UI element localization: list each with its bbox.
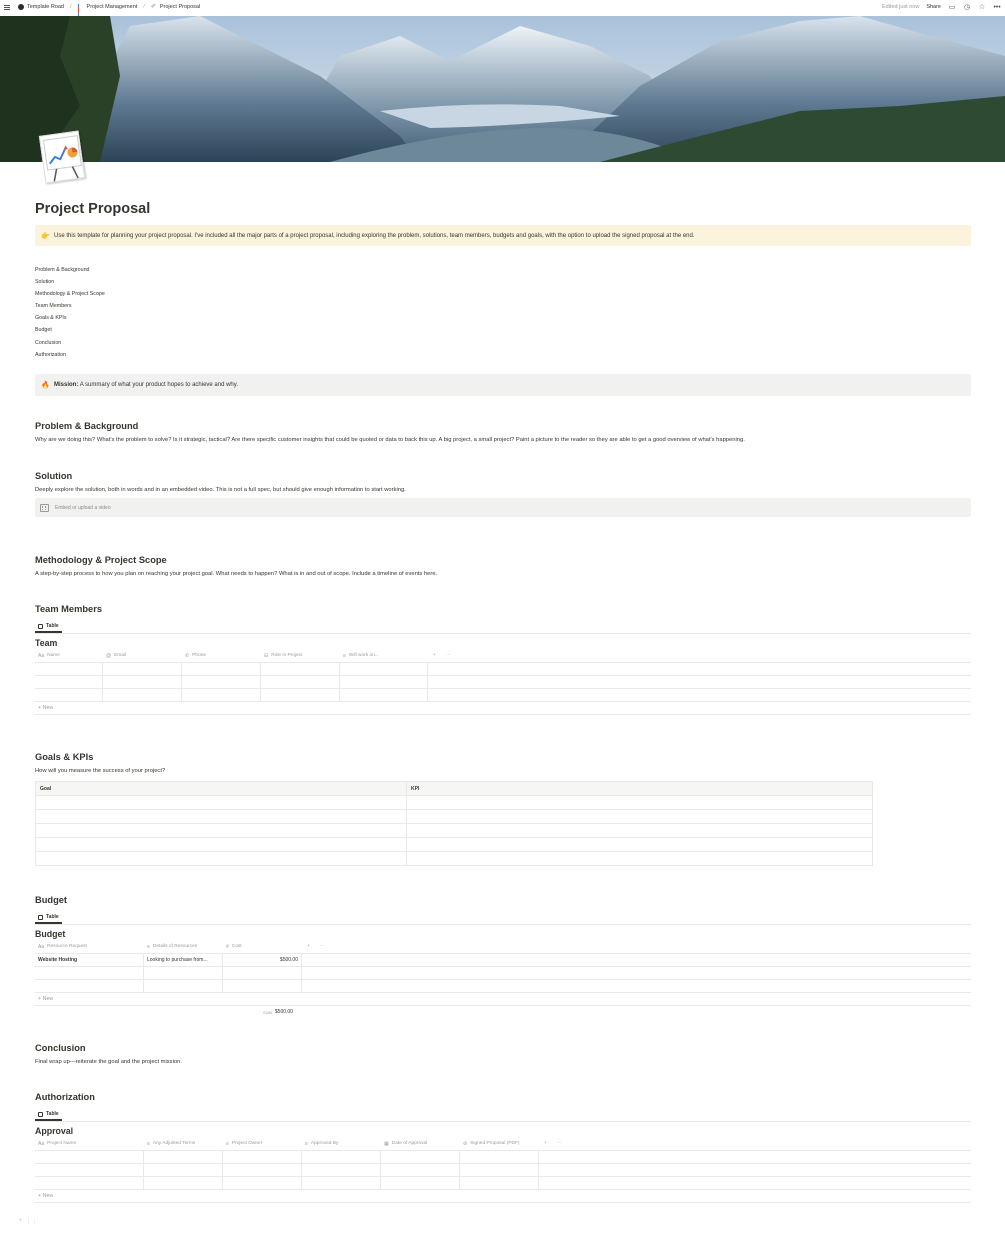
top-bar xyxy=(0,0,1005,14)
plus-icon: + xyxy=(38,1193,41,1199)
new-row-label: New xyxy=(42,996,53,1002)
table-row[interactable] xyxy=(36,838,873,852)
column-approved-by-label: Approved By xyxy=(310,1141,339,1146)
table-cell[interactable] xyxy=(182,663,261,675)
column-phone[interactable] xyxy=(182,649,261,662)
table-cell[interactable] xyxy=(36,810,407,824)
toc-item-team[interactable]: Team Members xyxy=(35,303,72,310)
team-new-row-button[interactable] xyxy=(35,702,971,715)
heading-budget[interactable]: Budget xyxy=(35,895,68,905)
goals-header-row xyxy=(36,782,873,796)
page-title[interactable]: Project Proposal xyxy=(35,201,151,217)
column-adjusted-terms-label: Any Adjusted Terms xyxy=(152,1141,196,1146)
column-more-icon[interactable]: ··· xyxy=(319,944,325,949)
star-icon[interactable]: ☆ xyxy=(978,4,986,11)
solution-text[interactable]: Deeply explore the solution, both in words and in an embedded video. This is not a full spec, but should give enough information to start working. xyxy=(35,487,406,493)
table-cell[interactable] xyxy=(35,676,103,688)
table-row[interactable] xyxy=(36,810,873,824)
view-divider xyxy=(35,633,971,634)
table-row[interactable] xyxy=(35,954,971,967)
table-cell[interactable] xyxy=(381,1177,460,1189)
approval-new-row-button[interactable] xyxy=(35,1190,971,1203)
column-signed-proposal-label: Signed Proposal (PDF) xyxy=(470,1141,520,1146)
column-will-work-on[interactable] xyxy=(340,649,428,662)
text-lines-icon: ≡ xyxy=(343,652,346,659)
toc-item-methodology[interactable]: Methodology & Project Scope xyxy=(35,291,105,298)
table-cell[interactable] xyxy=(460,1151,539,1163)
table-cell[interactable] xyxy=(261,689,340,701)
mission-label: Mission: xyxy=(54,382,79,388)
table-cell[interactable] xyxy=(103,689,182,701)
conclusion-text[interactable]: Final wrap up—reiterate the goal and the project mission. xyxy=(35,1059,182,1065)
toc-item-budget[interactable]: Budget xyxy=(35,327,52,334)
column-details-label: Details of Resources xyxy=(152,944,198,949)
toc-item-goals[interactable]: Goals & KPIs xyxy=(35,315,67,322)
at-icon: @ xyxy=(106,652,112,659)
column-goal[interactable]: Goal xyxy=(36,782,407,796)
add-column-icon[interactable]: + xyxy=(433,653,436,658)
column-name[interactable] xyxy=(35,649,103,662)
add-column-icon[interactable]: + xyxy=(544,1141,547,1146)
table-cell[interactable] xyxy=(340,663,428,675)
table-cell[interactable] xyxy=(35,663,103,675)
new-row-label: New xyxy=(42,705,53,711)
film-icon xyxy=(40,504,49,512)
budget-table-header xyxy=(35,940,971,954)
column-date-of-approval[interactable] xyxy=(381,1137,460,1150)
column-project-name[interactable] xyxy=(35,1137,144,1150)
table-cell[interactable] xyxy=(35,1164,144,1176)
breadcrumb-item-project-management[interactable]: Project Management xyxy=(86,4,138,10)
table-cell[interactable] xyxy=(182,689,261,701)
team-view-label: Table xyxy=(46,623,59,629)
view-divider xyxy=(35,1121,971,1122)
text-lines-icon: ≡ xyxy=(305,1140,308,1147)
table-cell[interactable] xyxy=(35,1151,144,1163)
column-phone-label: Phone xyxy=(192,653,207,658)
resource-cell[interactable]: Website Hosting xyxy=(35,954,144,966)
phone-icon: ✆ xyxy=(185,652,190,659)
sum-value: $500.00 xyxy=(274,1009,293,1015)
authorization-view-label: Table xyxy=(46,1111,59,1117)
pointing-hand-icon: 👉 xyxy=(41,232,50,240)
heading-problem[interactable]: Problem & Background xyxy=(35,421,139,431)
table-cell[interactable] xyxy=(36,852,407,866)
table-row[interactable] xyxy=(35,967,971,980)
toc-item-authorization[interactable]: Authorization xyxy=(35,351,66,358)
text-lines-icon: ≡ xyxy=(147,1140,150,1147)
menu-icon[interactable] xyxy=(4,3,12,11)
table-cell[interactable] xyxy=(223,1164,302,1176)
budget-view-label: Table xyxy=(46,914,59,920)
goals-text[interactable]: How will you measure the success of your project? xyxy=(35,768,166,774)
table-row[interactable] xyxy=(35,1177,971,1190)
proposal-icon: ✐ xyxy=(150,4,156,10)
table-cell[interactable] xyxy=(381,1151,460,1163)
column-will-work-on-label: Will work on... xyxy=(348,653,379,658)
toc-item-problem[interactable]: Problem & Background xyxy=(35,267,90,273)
more-icon[interactable]: ••• xyxy=(993,3,1001,11)
share-button[interactable]: Share xyxy=(926,4,941,10)
table-cell[interactable] xyxy=(35,980,144,992)
details-cell[interactable]: Looking to purchase from... xyxy=(144,954,223,966)
column-name-label: Name xyxy=(47,653,60,658)
table-cell[interactable] xyxy=(340,676,428,688)
table-cell[interactable] xyxy=(302,1151,381,1163)
number-property-icon: # xyxy=(226,943,229,950)
table-cell[interactable] xyxy=(302,1177,381,1189)
table-cell[interactable] xyxy=(182,676,261,688)
column-signed-proposal[interactable] xyxy=(460,1137,539,1150)
table-cell[interactable] xyxy=(144,980,223,992)
table-cell[interactable] xyxy=(261,676,340,688)
table-row[interactable] xyxy=(36,852,873,866)
column-more-icon[interactable]: ··· xyxy=(556,1141,562,1146)
breadcrumb-separator: / xyxy=(143,4,145,10)
intro-callout-text: Use this template for planning your project proposal. I've included all the major parts of a project proposal, including exploring the problem, solutions, team members, budgets and goals, with the option to upload the signed proposal at the end. xyxy=(54,232,695,239)
column-email-label: Email xyxy=(114,653,127,658)
approval-table-header xyxy=(35,1137,971,1151)
bar-chart-icon xyxy=(78,4,84,10)
column-kpi[interactable]: KPI xyxy=(407,782,873,796)
table-cell[interactable] xyxy=(36,796,407,810)
text-lines-icon: ≡ xyxy=(147,943,150,950)
table-row[interactable] xyxy=(35,980,971,993)
heading-team-members[interactable]: Team Members xyxy=(35,604,102,614)
methodology-text[interactable]: A step-by-step process to how you plan on reaching your project goal. What needs to happen? What is in and out of scope. Include a timeline of events here. xyxy=(35,571,438,577)
paperclip-icon: ⊘ xyxy=(463,1140,468,1147)
table-cell[interactable] xyxy=(460,1177,539,1189)
breadcrumb-item-project-proposal[interactable]: Project Proposal xyxy=(159,4,201,10)
heading-authorization[interactable]: Authorization xyxy=(35,1092,95,1102)
column-email[interactable] xyxy=(103,649,182,662)
table-of-contents xyxy=(35,264,105,361)
text-property-icon: Aa xyxy=(38,1140,45,1147)
text-lines-icon: ≡ xyxy=(226,1140,229,1147)
select-property-icon: ⊟ xyxy=(264,652,269,659)
table-cell[interactable] xyxy=(261,663,340,675)
column-date-of-approval-label: Date of Approval xyxy=(391,1141,428,1146)
table-cell[interactable] xyxy=(407,852,873,866)
edited-status: Edited just now xyxy=(882,4,920,10)
text-property-icon: Aa xyxy=(38,652,45,659)
intro-callout[interactable] xyxy=(35,225,971,246)
plus-icon: + xyxy=(38,705,41,711)
column-cost[interactable] xyxy=(223,940,302,953)
table-cell[interactable] xyxy=(35,1177,144,1189)
table-row[interactable] xyxy=(35,676,971,689)
cost-cell[interactable]: $500.00 xyxy=(223,954,302,966)
table-cell[interactable] xyxy=(144,1177,223,1189)
cover-image xyxy=(0,16,1005,162)
column-role-label: Role in Project xyxy=(271,653,303,658)
column-more-icon[interactable]: ··· xyxy=(445,653,451,658)
table-cell[interactable] xyxy=(381,1164,460,1176)
drag-handle-icon[interactable]: ⋮⋮ xyxy=(25,1219,38,1225)
table-cell[interactable] xyxy=(144,1151,223,1163)
heading-solution[interactable]: Solution xyxy=(35,471,73,481)
table-cell[interactable] xyxy=(35,689,103,701)
problem-text[interactable]: Why are we doing this? What's the problem to solve? Is it strategic, tactical? Are there specific customer insights that could be quoted or data to back this up. A big project, a small project? Paint a picture to the reader so they are able to get a good overview of what's happening. xyxy=(35,437,745,443)
table-cell[interactable] xyxy=(407,838,873,852)
budget-table xyxy=(35,940,971,1006)
fire-icon: 🔥 xyxy=(41,382,50,389)
team-table xyxy=(35,649,971,715)
column-project-owner-label: Project Owner xyxy=(231,1141,263,1146)
approval-table xyxy=(35,1137,971,1203)
comment-icon[interactable]: ▭ xyxy=(948,4,956,11)
column-adjusted-terms[interactable] xyxy=(144,1137,223,1150)
breadcrumb xyxy=(18,4,200,10)
calendar-icon: ▦ xyxy=(384,1140,389,1147)
table-row[interactable] xyxy=(35,1151,971,1164)
sum-label: SUM xyxy=(263,1009,272,1015)
video-embed-placeholder[interactable] xyxy=(35,498,971,517)
table-cell[interactable] xyxy=(407,824,873,838)
table-cell[interactable] xyxy=(407,796,873,810)
text-property-icon: Aa xyxy=(38,943,45,950)
breadcrumb-item-template-road[interactable]: Template Road xyxy=(27,4,64,10)
column-resource-request-label: Resource Request xyxy=(47,944,87,949)
toc-item-solution[interactable]: Solution xyxy=(35,279,55,286)
add-block-icon[interactable]: + xyxy=(19,1218,23,1224)
table-cell[interactable] xyxy=(144,967,223,979)
budget-sum[interactable] xyxy=(263,1009,293,1015)
column-resource-request[interactable] xyxy=(35,940,144,953)
page-icon-chart-board[interactable] xyxy=(39,130,85,183)
team-db-title[interactable]: Team xyxy=(35,638,58,648)
column-details[interactable] xyxy=(144,940,223,953)
table-row[interactable] xyxy=(35,689,971,702)
template-road-icon xyxy=(18,4,24,10)
table-cell[interactable] xyxy=(36,824,407,838)
table-cell[interactable] xyxy=(35,967,144,979)
mission-callout[interactable] xyxy=(35,374,971,396)
team-table-header xyxy=(35,649,971,663)
column-role[interactable] xyxy=(261,649,340,662)
column-project-name-label: Project Name xyxy=(47,1141,77,1146)
block-handle[interactable] xyxy=(19,1218,38,1225)
table-cell[interactable] xyxy=(460,1164,539,1176)
heading-goals[interactable]: Goals & KPIs xyxy=(35,752,94,762)
chart-board-icon xyxy=(40,131,86,184)
plus-icon: + xyxy=(38,996,41,1002)
mission-text: A summary of what your product hopes to achieve and why. xyxy=(79,382,238,388)
goals-kpi-table xyxy=(35,781,873,866)
column-cost-label: Cost xyxy=(231,944,242,949)
table-cell[interactable] xyxy=(223,980,302,992)
video-embed-label: Embed or upload a video xyxy=(55,504,111,511)
table-cell[interactable] xyxy=(302,1164,381,1176)
table-cell[interactable] xyxy=(223,1177,302,1189)
table-row[interactable] xyxy=(35,1164,971,1177)
view-divider xyxy=(35,924,971,925)
budget-new-row-button[interactable] xyxy=(35,993,971,1006)
table-icon xyxy=(38,915,43,920)
table-row[interactable] xyxy=(36,796,873,810)
table-row[interactable] xyxy=(36,824,873,838)
column-approved-by[interactable] xyxy=(302,1137,381,1150)
column-project-owner[interactable] xyxy=(223,1137,302,1150)
table-cell[interactable] xyxy=(103,676,182,688)
table-cell[interactable] xyxy=(340,689,428,701)
budget-db-title[interactable]: Budget xyxy=(35,929,66,939)
heading-methodology[interactable]: Methodology & Project Scope xyxy=(35,555,167,565)
heading-conclusion[interactable]: Conclusion xyxy=(35,1043,86,1053)
add-column-icon[interactable]: + xyxy=(307,944,310,949)
table-row[interactable] xyxy=(35,663,971,676)
table-cell[interactable] xyxy=(223,1151,302,1163)
table-cell[interactable] xyxy=(407,810,873,824)
table-cell[interactable] xyxy=(144,1164,223,1176)
toc-item-conclusion[interactable]: Conclusion xyxy=(35,339,62,346)
breadcrumb-separator: / xyxy=(70,4,72,10)
history-icon[interactable]: ◷ xyxy=(963,4,971,11)
mountain-landscape-image xyxy=(0,16,1005,162)
new-row-label: New xyxy=(42,1193,53,1199)
approval-db-title[interactable]: Approval xyxy=(35,1126,74,1136)
table-cell[interactable] xyxy=(223,967,302,979)
table-cell[interactable] xyxy=(36,838,407,852)
mission-callout-text xyxy=(54,382,238,388)
table-icon xyxy=(38,1112,43,1117)
table-cell[interactable] xyxy=(103,663,182,675)
table-icon xyxy=(38,624,43,629)
